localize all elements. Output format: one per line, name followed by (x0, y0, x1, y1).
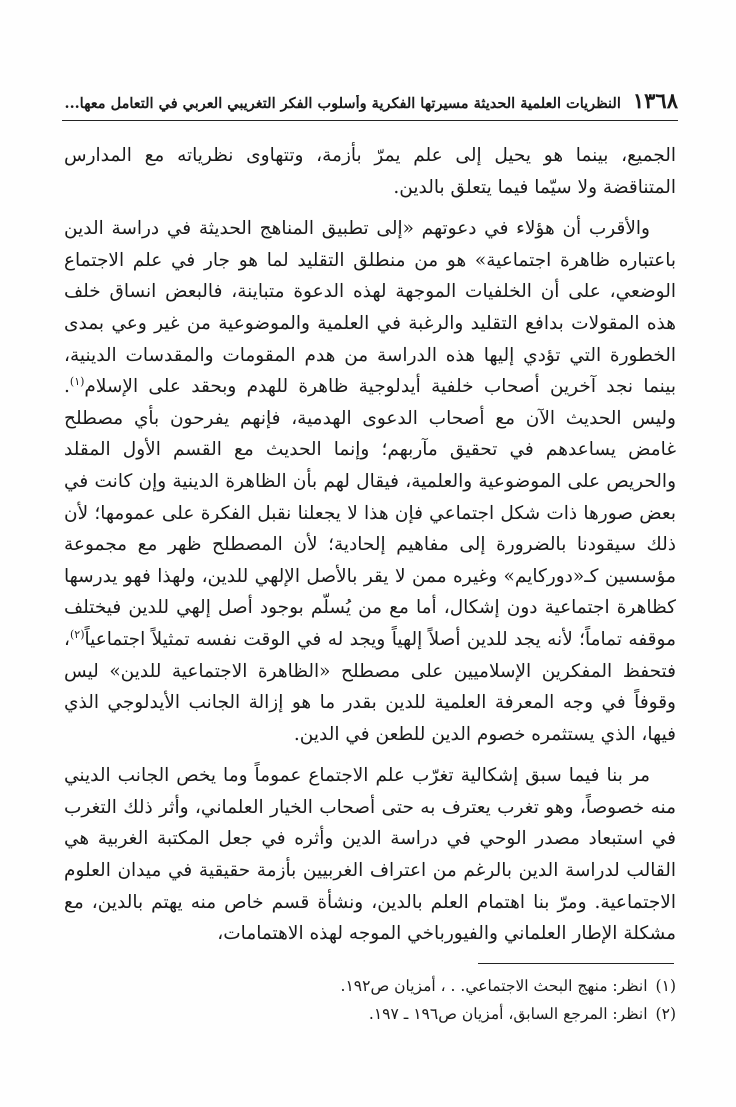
page-header (62, 88, 678, 121)
page-number: ١٣٦٨ (632, 88, 678, 113)
paragraph-text: . وليس الحديث الآن مع أصحاب الدعوى الهدمية، فإنهم يفرحون بأي مصطلح غامض يساعدهم في تحقيق مآربهم؛ وإنما الحديث مع القسم الأول المقلد والحريص على الموضوعية والعلمية، فيقال لهم بأن الظاهرة الدينية وإن كانت في بعض صورها ذات شكل اجتماعي فإن هذا لا يجعلنا نقبل الفكرة على عمومها؛ لأن ذلك سيقودنا بالضرورة إلى مفاهيم إلحادية؛ لأن المصطلح ظهر مع مجموعة مؤسسين كـ«دوركايم» وغيره ممن لا يقر بالأصل الإلهي للدين، ولهذا فهو يدرسها كظاهرة اجتماعية دون إشكال، أما مع من يُسلّم بوجود أصل إلهي للدين فيختلف موقفه تماماً؛ لأنه يجد للدين أصلاً إلهياً ويجد له في الوقت نفسه تمثيلاً اجتماعياً (64, 376, 676, 650)
footnotes (64, 972, 676, 1028)
running-title: النظريات العلمية الحديثة مسيرتها الفكرية وأسلوب الفكر التغريبي العربي في التعامل معها... (64, 95, 621, 112)
paragraph-text: الجميع، بينما هو يحيل إلى علم يمرّ بأزمة، وتتهاوى نظرياته مع المدارس المتناقضة ولا سيّما فيما يتعلق بالدين. (64, 145, 676, 198)
body-text (64, 140, 676, 960)
paragraph-text: ، فتحفظ المفكرين الإسلاميين على مصطلح «الظاهرة الاجتماعية للدين» ليس وقوفاً في وجه المعرفة العلمية للدين بقدر ما هو إزالة الجانب الأيدلوجي الذي فيها، الذي يستثمره خصوم الدين للطعن في الدين. (64, 628, 676, 745)
footnote (64, 972, 676, 1000)
footnote-reference: (١) (69, 375, 85, 388)
footnote-text: انظر: المرجع السابق، أمزيان ص١٩٦ ـ ١٩٧. (368, 1005, 648, 1023)
paragraph-text: مر بنا فيما سبق إشكالية تغرّب علم الاجتماع عموماً وما يخص الجانب الديني منه خصوصاً، وهو تغرب يعترف به حتى أصحاب الخيار العلماني، وأثر ذلك التغرب في استبعاد مصدر الوحي في دراسة الدين وأثره في جعل المكتبة الغربية هي القالب لدراسة الدين بالرغم من اعتراف الغربيين بأزمة حقيقية في ميدان العلوم الاجتماعية. ومرّ بنا اهتمام العلم بالدين، ونشأة قسم خاص منه يهتم بالدين، مع مشكلة الإطار العلماني والفيورباخي الموجه لهذه الاهتمامات، (64, 765, 676, 945)
footnote (64, 1000, 676, 1028)
footnote-divider (478, 963, 674, 964)
footnote-number: (١) (655, 977, 676, 995)
footnote-text: انظر: منهج البحث الاجتماعي. . ، أمزيان ص١٩٢. (340, 977, 648, 995)
footnote-number: (٢) (655, 1005, 676, 1023)
paragraph (64, 140, 676, 203)
footnote-reference: (٢) (69, 627, 85, 641)
paragraph (64, 760, 676, 950)
paragraph-text: والأقرب أن هؤلاء في دعوتهم «إلى تطبيق المناهج الحديثة في دراسة الدين باعتباره ظاهرة اجتماعية» هو من منطلق التقليد لما هو جار في علم الاجتماع الوضعي، على أن الخلفيات الموجهة لهذه الدعوة متباينة، فالبعض انساق خلف هذه المقولات بدافع التقليد والرغبة في العلمية والموضوعية من غير وعي بمدى الخطورة التي تؤدي إليها هذه الدراسة من هدم المقومات والمقدسات الدينية، بينما نجد آخرين أصحاب خلفية أيدلوجية ظاهرة للهدم وبحقد على الإسلام (64, 218, 676, 398)
paragraph (64, 213, 676, 750)
